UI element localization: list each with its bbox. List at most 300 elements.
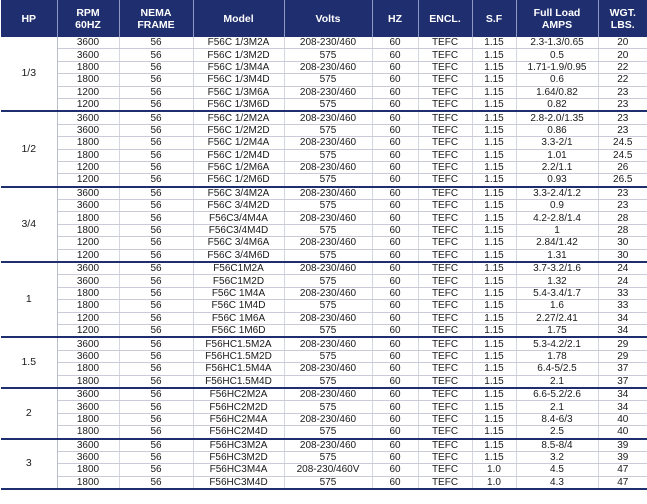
table-row bbox=[1, 476, 647, 489]
encl-cell: TEFC bbox=[418, 413, 472, 425]
table-row bbox=[1, 187, 647, 200]
hz-cell: 60 bbox=[372, 49, 418, 61]
rpm-cell: 3600 bbox=[57, 200, 119, 212]
frame-cell: 56 bbox=[119, 49, 193, 61]
amps-cell: 4.2-2.8/1.4 bbox=[516, 212, 598, 224]
hz-cell: 60 bbox=[372, 324, 418, 337]
amps-cell: 0.93 bbox=[516, 174, 598, 187]
frame-cell: 56 bbox=[119, 439, 193, 452]
amps-cell: 8.5-8/4 bbox=[516, 439, 598, 452]
frame-cell: 56 bbox=[119, 401, 193, 413]
table-row bbox=[1, 137, 647, 149]
hz-cell: 60 bbox=[372, 237, 418, 249]
encl-cell: TEFC bbox=[418, 388, 472, 401]
hz-cell: 60 bbox=[372, 224, 418, 236]
sf-cell: 1.15 bbox=[472, 37, 516, 49]
sf-cell: 1.15 bbox=[472, 224, 516, 236]
frame-cell: 56 bbox=[119, 476, 193, 489]
sf-cell: 1.15 bbox=[472, 287, 516, 299]
table-row bbox=[1, 124, 647, 136]
sf-cell: 1.0 bbox=[472, 464, 516, 476]
rpm-cell: 1800 bbox=[57, 224, 119, 236]
volts-cell: 208-230/460 bbox=[284, 312, 372, 324]
model-cell: F56HC2M2D bbox=[193, 401, 284, 413]
hz-cell: 60 bbox=[372, 187, 418, 200]
hp-cell: 1/2 bbox=[1, 111, 57, 186]
frame-cell: 56 bbox=[119, 200, 193, 212]
table-row bbox=[1, 401, 647, 413]
encl-cell: TEFC bbox=[418, 451, 472, 463]
hz-cell: 60 bbox=[372, 212, 418, 224]
table-row bbox=[1, 426, 647, 439]
encl-cell: TEFC bbox=[418, 287, 472, 299]
sf-cell: 1.15 bbox=[472, 324, 516, 337]
amps-cell: 2.2/1.1 bbox=[516, 161, 598, 173]
hz-cell: 60 bbox=[372, 149, 418, 161]
encl-cell: TEFC bbox=[418, 439, 472, 452]
frame-cell: 56 bbox=[119, 275, 193, 287]
volts-cell: 575 bbox=[284, 98, 372, 111]
volts-cell: 208-230/460 bbox=[284, 337, 372, 350]
volts-cell: 208-230/460 bbox=[284, 61, 372, 73]
frame-cell: 56 bbox=[119, 124, 193, 136]
amps-cell: 2.27/2.41 bbox=[516, 312, 598, 324]
sf-cell: 1.15 bbox=[472, 337, 516, 350]
encl-cell: TEFC bbox=[418, 61, 472, 73]
weight-cell: 40 bbox=[598, 413, 647, 425]
encl-cell: TEFC bbox=[418, 124, 472, 136]
table-row bbox=[1, 451, 647, 463]
frame-cell: 56 bbox=[119, 337, 193, 350]
amps-cell: 3.7-3.2/1.6 bbox=[516, 262, 598, 275]
rpm-cell: 3600 bbox=[57, 37, 119, 49]
amps-cell: 0.86 bbox=[516, 124, 598, 136]
frame-cell: 56 bbox=[119, 37, 193, 49]
encl-cell: TEFC bbox=[418, 237, 472, 249]
frame-cell: 56 bbox=[119, 237, 193, 249]
amps-cell: 3.3-2/1 bbox=[516, 137, 598, 149]
encl-cell: TEFC bbox=[418, 200, 472, 212]
table-row bbox=[1, 161, 647, 173]
table-header bbox=[1, 0, 647, 37]
weight-cell: 20 bbox=[598, 49, 647, 61]
table-row bbox=[1, 249, 647, 262]
sf-cell: 1.15 bbox=[472, 275, 516, 287]
hp-cell: 1.5 bbox=[1, 337, 57, 388]
volts-cell: 575 bbox=[284, 476, 372, 489]
rpm-cell: 1800 bbox=[57, 300, 119, 312]
weight-cell: 20 bbox=[598, 37, 647, 49]
sf-cell: 1.15 bbox=[472, 49, 516, 61]
encl-cell: TEFC bbox=[418, 375, 472, 388]
rpm-cell: 1800 bbox=[57, 413, 119, 425]
volts-cell: 208-230/460 bbox=[284, 86, 372, 98]
hz-cell: 60 bbox=[372, 363, 418, 375]
weight-cell: 28 bbox=[598, 212, 647, 224]
amps-cell: 2.1 bbox=[516, 401, 598, 413]
rpm-cell: 1800 bbox=[57, 212, 119, 224]
hz-cell: 60 bbox=[372, 200, 418, 212]
model-cell: F56C 1/3M6A bbox=[193, 86, 284, 98]
frame-cell: 56 bbox=[119, 174, 193, 187]
amps-cell: 1.71-1.9/0.95 bbox=[516, 61, 598, 73]
sf-cell: 1.15 bbox=[472, 451, 516, 463]
table-row bbox=[1, 300, 647, 312]
volts-cell: 575 bbox=[284, 49, 372, 61]
model-cell: F56C 1/3M2D bbox=[193, 49, 284, 61]
sf-cell: 1.15 bbox=[472, 426, 516, 439]
hz-cell: 60 bbox=[372, 111, 418, 124]
frame-cell: 56 bbox=[119, 388, 193, 401]
table-row bbox=[1, 74, 647, 86]
model-cell: F56C 1/2M2A bbox=[193, 111, 284, 124]
model-cell: F56HC2M4D bbox=[193, 426, 284, 439]
volts-cell: 575 bbox=[284, 300, 372, 312]
rpm-cell: 1200 bbox=[57, 249, 119, 262]
weight-cell: 23 bbox=[598, 187, 647, 200]
rpm-cell: 1200 bbox=[57, 161, 119, 173]
hz-cell: 60 bbox=[372, 413, 418, 425]
volts-cell: 575 bbox=[284, 324, 372, 337]
weight-cell: 23 bbox=[598, 86, 647, 98]
frame-cell: 56 bbox=[119, 187, 193, 200]
rpm-cell: 3600 bbox=[57, 337, 119, 350]
frame-cell: 56 bbox=[119, 324, 193, 337]
sf-cell: 1.15 bbox=[472, 124, 516, 136]
sf-cell: 1.15 bbox=[472, 98, 516, 111]
table-row bbox=[1, 37, 647, 49]
weight-cell: 26.5 bbox=[598, 174, 647, 187]
hz-cell: 60 bbox=[372, 401, 418, 413]
frame-cell: 56 bbox=[119, 287, 193, 299]
weight-cell: 30 bbox=[598, 237, 647, 249]
volts-cell: 208-230/460 bbox=[284, 363, 372, 375]
frame-cell: 56 bbox=[119, 149, 193, 161]
amps-cell: 1.78 bbox=[516, 350, 598, 362]
volts-cell: 575 bbox=[284, 401, 372, 413]
model-cell: F56C 1M6A bbox=[193, 312, 284, 324]
weight-cell: 29 bbox=[598, 350, 647, 362]
model-cell: F56HC1.5M2D bbox=[193, 350, 284, 362]
hz-cell: 60 bbox=[372, 37, 418, 49]
table-row bbox=[1, 350, 647, 362]
weight-cell: 47 bbox=[598, 464, 647, 476]
encl-cell: TEFC bbox=[418, 350, 472, 362]
weight-cell: 39 bbox=[598, 439, 647, 452]
encl-cell: TEFC bbox=[418, 262, 472, 275]
amps-cell: 0.6 bbox=[516, 74, 598, 86]
weight-cell: 24 bbox=[598, 262, 647, 275]
model-cell: F56C 1M6D bbox=[193, 324, 284, 337]
amps-cell: 1.01 bbox=[516, 149, 598, 161]
table-row bbox=[1, 388, 647, 401]
amps-cell: 2.1 bbox=[516, 375, 598, 388]
table-row bbox=[1, 363, 647, 375]
sf-cell: 1.15 bbox=[472, 363, 516, 375]
sf-cell: 1.15 bbox=[472, 161, 516, 173]
weight-cell: 24.5 bbox=[598, 137, 647, 149]
volts-cell: 575 bbox=[284, 224, 372, 236]
sf-cell: 1.15 bbox=[472, 375, 516, 388]
encl-cell: TEFC bbox=[418, 337, 472, 350]
frame-cell: 56 bbox=[119, 464, 193, 476]
volts-cell: 575 bbox=[284, 249, 372, 262]
hz-cell: 60 bbox=[372, 464, 418, 476]
hz-cell: 60 bbox=[372, 86, 418, 98]
rpm-cell: 3600 bbox=[57, 350, 119, 362]
volts-cell: 575 bbox=[284, 200, 372, 212]
hz-cell: 60 bbox=[372, 476, 418, 489]
table-row bbox=[1, 212, 647, 224]
sf-cell: 1.15 bbox=[472, 249, 516, 262]
amps-cell: 1 bbox=[516, 224, 598, 236]
hz-cell: 60 bbox=[372, 388, 418, 401]
amps-cell: 6.4-5/2.5 bbox=[516, 363, 598, 375]
table-row bbox=[1, 324, 647, 337]
model-cell: F56HC3M2D bbox=[193, 451, 284, 463]
amps-cell: 1.32 bbox=[516, 275, 598, 287]
hz-cell: 60 bbox=[372, 439, 418, 452]
hz-cell: 60 bbox=[372, 287, 418, 299]
frame-cell: 56 bbox=[119, 312, 193, 324]
model-cell: F56C 3/4M2A bbox=[193, 187, 284, 200]
sf-cell: 1.15 bbox=[472, 174, 516, 187]
volts-cell: 208-230/460V bbox=[284, 464, 372, 476]
table-row bbox=[1, 111, 647, 124]
rpm-cell: 1200 bbox=[57, 237, 119, 249]
model-cell: F56HC2M4A bbox=[193, 413, 284, 425]
sf-cell: 1.15 bbox=[472, 200, 516, 212]
table-row bbox=[1, 275, 647, 287]
table-body bbox=[1, 37, 647, 489]
weight-cell: 29 bbox=[598, 337, 647, 350]
model-cell: F56C 1/2M6D bbox=[193, 174, 284, 187]
table-row bbox=[1, 413, 647, 425]
encl-cell: TEFC bbox=[418, 111, 472, 124]
weight-cell: 34 bbox=[598, 401, 647, 413]
hz-cell: 60 bbox=[372, 337, 418, 350]
rpm-cell: 1200 bbox=[57, 98, 119, 111]
encl-cell: TEFC bbox=[418, 49, 472, 61]
hp-cell: 3/4 bbox=[1, 187, 57, 262]
weight-cell: 33 bbox=[598, 287, 647, 299]
frame-cell: 56 bbox=[119, 212, 193, 224]
model-cell: F56C 3/4M2D bbox=[193, 200, 284, 212]
encl-cell: TEFC bbox=[418, 324, 472, 337]
rpm-cell: 3600 bbox=[57, 401, 119, 413]
sf-cell: 1.15 bbox=[472, 137, 516, 149]
weight-cell: 37 bbox=[598, 375, 647, 388]
weight-cell: 37 bbox=[598, 363, 647, 375]
weight-cell: 23 bbox=[598, 124, 647, 136]
rpm-cell: 3600 bbox=[57, 187, 119, 200]
amps-cell: 2.84/1.42 bbox=[516, 237, 598, 249]
rpm-cell: 3600 bbox=[57, 111, 119, 124]
encl-cell: TEFC bbox=[418, 363, 472, 375]
volts-cell: 575 bbox=[284, 275, 372, 287]
hz-cell: 60 bbox=[372, 451, 418, 463]
table-row bbox=[1, 237, 647, 249]
rpm-cell: 1800 bbox=[57, 476, 119, 489]
hz-cell: 60 bbox=[372, 61, 418, 73]
table-row bbox=[1, 61, 647, 73]
volts-cell: 575 bbox=[284, 74, 372, 86]
encl-cell: TEFC bbox=[418, 149, 472, 161]
amps-cell: 8.4-6/3 bbox=[516, 413, 598, 425]
header-rpm: RPM 60HZ bbox=[57, 0, 119, 37]
volts-cell: 575 bbox=[284, 451, 372, 463]
amps-cell: 4.5 bbox=[516, 464, 598, 476]
model-cell: F56C 1/3M6D bbox=[193, 98, 284, 111]
frame-cell: 56 bbox=[119, 426, 193, 439]
model-cell: F56HC3M2A bbox=[193, 439, 284, 452]
encl-cell: TEFC bbox=[418, 86, 472, 98]
model-cell: F56C3/4M4D bbox=[193, 224, 284, 236]
hz-cell: 60 bbox=[372, 137, 418, 149]
amps-cell: 4.3 bbox=[516, 476, 598, 489]
table-row bbox=[1, 439, 647, 452]
sf-cell: 1.15 bbox=[472, 149, 516, 161]
amps-cell: 1.64/0.82 bbox=[516, 86, 598, 98]
rpm-cell: 3600 bbox=[57, 451, 119, 463]
table-row bbox=[1, 98, 647, 111]
weight-cell: 34 bbox=[598, 388, 647, 401]
rpm-cell: 1800 bbox=[57, 74, 119, 86]
frame-cell: 56 bbox=[119, 375, 193, 388]
header-hp: HP bbox=[1, 0, 57, 37]
weight-cell: 34 bbox=[598, 312, 647, 324]
table-row bbox=[1, 174, 647, 187]
frame-cell: 56 bbox=[119, 61, 193, 73]
amps-cell: 0.82 bbox=[516, 98, 598, 111]
frame-cell: 56 bbox=[119, 86, 193, 98]
encl-cell: TEFC bbox=[418, 464, 472, 476]
model-cell: F56C 3/4M6A bbox=[193, 237, 284, 249]
rpm-cell: 3600 bbox=[57, 388, 119, 401]
model-cell: F56C 1/3M4A bbox=[193, 61, 284, 73]
amps-cell: 5.4-3.4/1.7 bbox=[516, 287, 598, 299]
volts-cell: 575 bbox=[284, 174, 372, 187]
hz-cell: 60 bbox=[372, 124, 418, 136]
model-cell: F56C 1M4A bbox=[193, 287, 284, 299]
encl-cell: TEFC bbox=[418, 312, 472, 324]
model-cell: F56C1M2A bbox=[193, 262, 284, 275]
table-row bbox=[1, 262, 647, 275]
table-row bbox=[1, 224, 647, 236]
amps-cell: 2.3-1.3/0.65 bbox=[516, 37, 598, 49]
model-cell: F56C 1/2M2D bbox=[193, 124, 284, 136]
model-cell: F56HC2M2A bbox=[193, 388, 284, 401]
hp-cell: 3 bbox=[1, 439, 57, 490]
amps-cell: 5.3-4.2/2.1 bbox=[516, 337, 598, 350]
sf-cell: 1.15 bbox=[472, 413, 516, 425]
model-cell: F56HC1.5M4A bbox=[193, 363, 284, 375]
table-row bbox=[1, 337, 647, 350]
hp-cell: 1/3 bbox=[1, 37, 57, 111]
sf-cell: 1.15 bbox=[472, 439, 516, 452]
rpm-cell: 3600 bbox=[57, 275, 119, 287]
rpm-cell: 1200 bbox=[57, 86, 119, 98]
rpm-cell: 1800 bbox=[57, 61, 119, 73]
sf-cell: 1.15 bbox=[472, 86, 516, 98]
amps-cell: 2.5 bbox=[516, 426, 598, 439]
volts-cell: 208-230/460 bbox=[284, 187, 372, 200]
model-cell: F56C 1/3M2A bbox=[193, 37, 284, 49]
frame-cell: 56 bbox=[119, 74, 193, 86]
sf-cell: 1.15 bbox=[472, 401, 516, 413]
volts-cell: 208-230/460 bbox=[284, 212, 372, 224]
hz-cell: 60 bbox=[372, 174, 418, 187]
volts-cell: 575 bbox=[284, 375, 372, 388]
encl-cell: TEFC bbox=[418, 74, 472, 86]
weight-cell: 28 bbox=[598, 224, 647, 236]
amps-cell: 0.5 bbox=[516, 49, 598, 61]
model-cell: F56C 1/2M4D bbox=[193, 149, 284, 161]
rpm-cell: 1800 bbox=[57, 426, 119, 439]
hz-cell: 60 bbox=[372, 350, 418, 362]
rpm-cell: 3600 bbox=[57, 262, 119, 275]
volts-cell: 575 bbox=[284, 124, 372, 136]
frame-cell: 56 bbox=[119, 137, 193, 149]
sf-cell: 1.15 bbox=[472, 350, 516, 362]
amps-cell: 1.6 bbox=[516, 300, 598, 312]
frame-cell: 56 bbox=[119, 413, 193, 425]
model-cell: F56C 1/3M4D bbox=[193, 74, 284, 86]
sf-cell: 1.15 bbox=[472, 74, 516, 86]
frame-cell: 56 bbox=[119, 300, 193, 312]
hp-cell: 2 bbox=[1, 388, 57, 439]
encl-cell: TEFC bbox=[418, 476, 472, 489]
rpm-cell: 1800 bbox=[57, 464, 119, 476]
weight-cell: 22 bbox=[598, 61, 647, 73]
weight-cell: 34 bbox=[598, 324, 647, 337]
encl-cell: TEFC bbox=[418, 249, 472, 262]
rpm-cell: 1800 bbox=[57, 137, 119, 149]
hz-cell: 60 bbox=[372, 312, 418, 324]
sf-cell: 1.0 bbox=[472, 476, 516, 489]
model-cell: F56HC3M4A bbox=[193, 464, 284, 476]
rpm-cell: 3600 bbox=[57, 439, 119, 452]
encl-cell: TEFC bbox=[418, 174, 472, 187]
encl-cell: TEFC bbox=[418, 137, 472, 149]
model-cell: F56HC1.5M4D bbox=[193, 375, 284, 388]
volts-cell: 208-230/460 bbox=[284, 161, 372, 173]
model-cell: F56C1M2D bbox=[193, 275, 284, 287]
motor-spec-table bbox=[1, 0, 647, 490]
weight-cell: 30 bbox=[598, 249, 647, 262]
frame-cell: 56 bbox=[119, 111, 193, 124]
model-cell: F56HC3M4D bbox=[193, 476, 284, 489]
header-encl: ENCL. bbox=[418, 0, 472, 37]
sf-cell: 1.15 bbox=[472, 262, 516, 275]
model-cell: F56C 1M4D bbox=[193, 300, 284, 312]
weight-cell: 47 bbox=[598, 476, 647, 489]
encl-cell: TEFC bbox=[418, 212, 472, 224]
frame-cell: 56 bbox=[119, 249, 193, 262]
weight-cell: 26 bbox=[598, 161, 647, 173]
amps-cell: 1.31 bbox=[516, 249, 598, 262]
encl-cell: TEFC bbox=[418, 98, 472, 111]
hz-cell: 60 bbox=[372, 262, 418, 275]
hz-cell: 60 bbox=[372, 426, 418, 439]
table-row bbox=[1, 200, 647, 212]
volts-cell: 208-230/460 bbox=[284, 439, 372, 452]
frame-cell: 56 bbox=[119, 451, 193, 463]
amps-cell: 2.8-2.0/1.35 bbox=[516, 111, 598, 124]
hz-cell: 60 bbox=[372, 98, 418, 111]
volts-cell: 575 bbox=[284, 149, 372, 161]
sf-cell: 1.15 bbox=[472, 388, 516, 401]
